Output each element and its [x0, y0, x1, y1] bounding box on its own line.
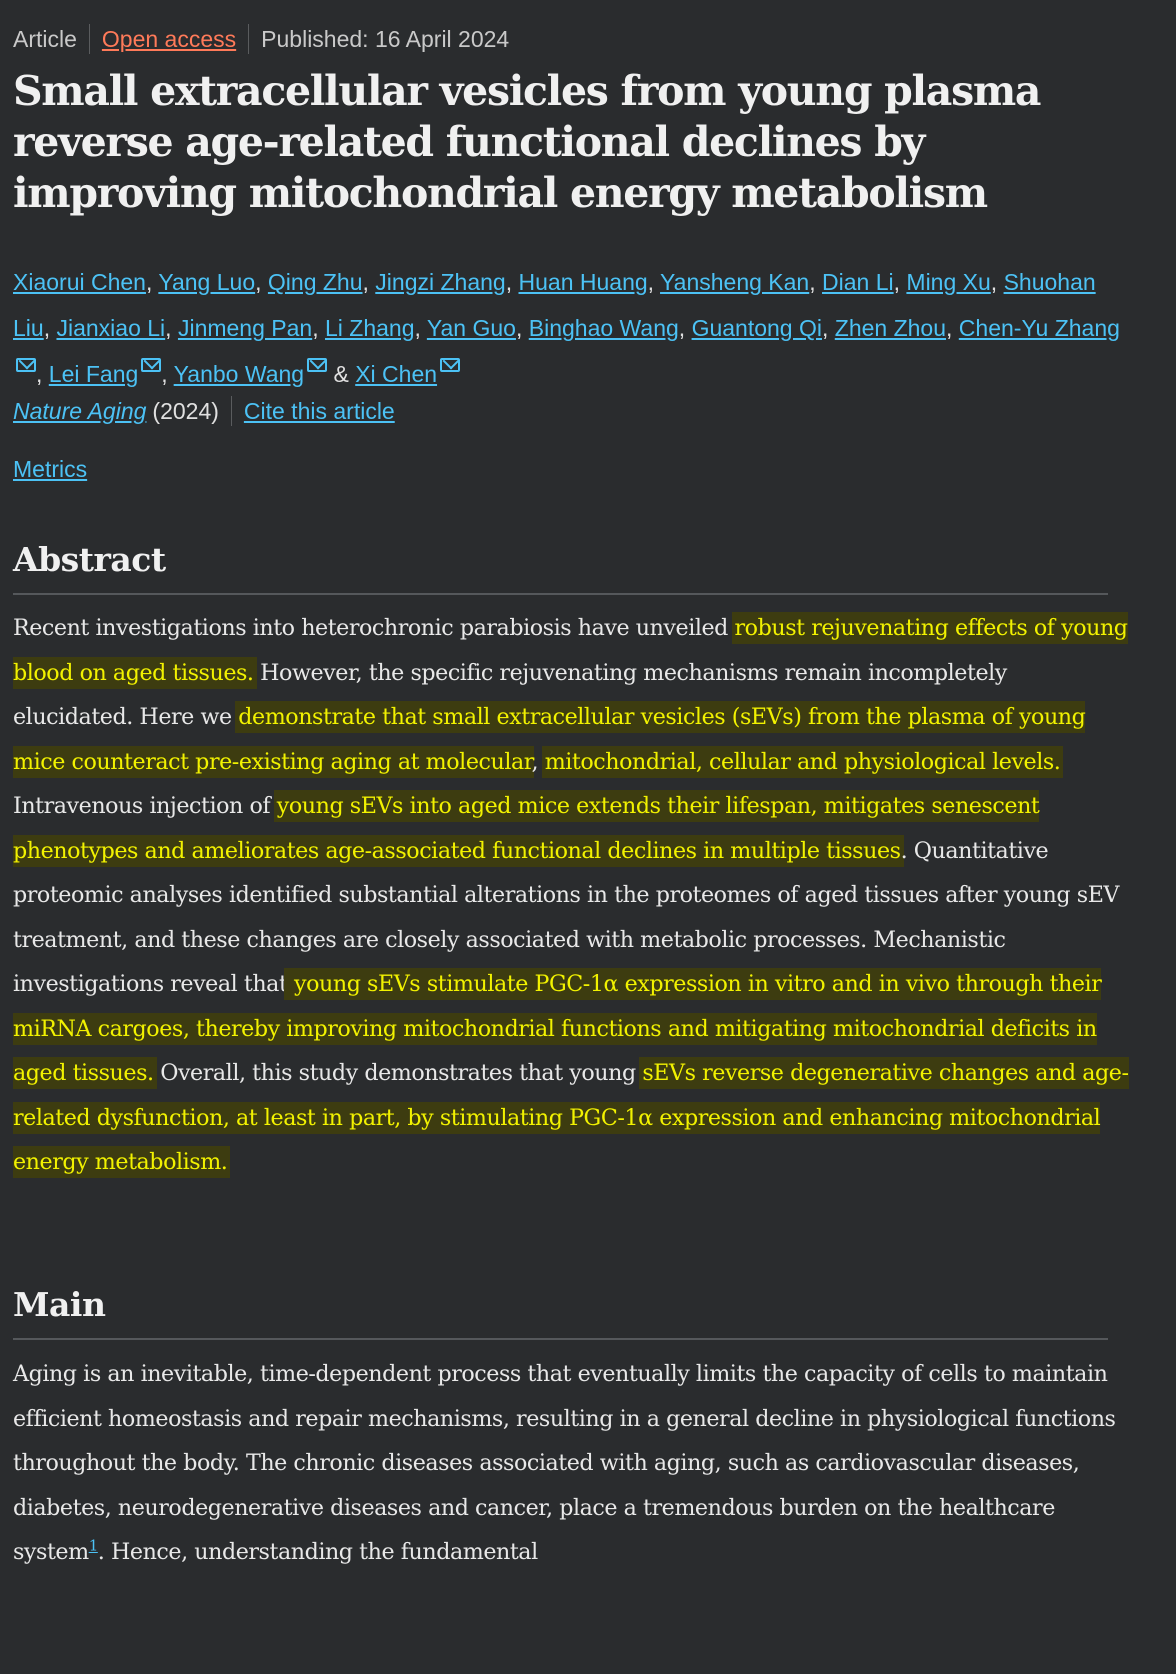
main-text	[13, 1352, 1133, 1575]
envelope-icon[interactable]	[16, 358, 36, 372]
author-link[interactable]: Xiaorui Chen	[13, 269, 146, 295]
divider	[248, 24, 249, 54]
envelope-icon[interactable]	[440, 358, 460, 372]
author-link[interactable]: Yanbo Wang	[173, 361, 305, 387]
envelope-icon[interactable]	[307, 358, 327, 372]
author-list: Xiaorui Chen, Yang Luo, Qing Zhu, Jingzi Zhang, Huan Huang, Yansheng Kan, Dian Li, Ming Xu, Shuohan Liu, Jianxiao Li, Jinmeng Pan, Li Zhang, Yan Guo, Binghao Wang, Guantong Qi, Zhen Zhou, Chen-Yu Zhang, Lei Fang , Yanbo Wang & Xi Chen	[13, 269, 1120, 387]
highlighted-text: young sEVs into aged mice extends their lifespan, mitigates senescent phenotypes and ameliorates age-associated functional declines in multiple tissues	[13, 793, 1040, 864]
envelope-icon[interactable]	[141, 358, 161, 372]
divider	[231, 396, 232, 426]
author-link[interactable]: Jinmeng Pan	[177, 315, 313, 341]
highlighted-text: mitochondrial, cellular and physiological levels.	[544, 748, 1061, 775]
author-link[interactable]: Dian Li	[822, 269, 894, 295]
cite-article-link[interactable]: Cite this article	[243, 397, 395, 424]
author-link[interactable]: Shuohan Liu	[13, 269, 1096, 341]
author-link[interactable]: Lei Fang	[48, 361, 139, 387]
author-link[interactable]: Guantong Qi	[691, 315, 822, 341]
author-link[interactable]: Ming Xu	[906, 269, 991, 295]
abstract-text-part: Recent investigations into heterochronic parabiosis have unveiled	[13, 615, 735, 641]
abstract-text-part: However, the specific rejuvenating mechanisms remain incompletely elucidated. Here we	[13, 659, 1007, 730]
highlighted-text: sEVs reverse degenerative changes and age-related dysfunction, at least in part, by stimulating PGC-1α expression and enhancing mitochondrial energy metabolism.	[13, 1060, 1129, 1175]
published-date: Published: 16 April 2024	[261, 25, 510, 52]
divider	[89, 24, 90, 54]
highlighted-text: demonstrate that small extracellular vesicles (sEVs) from the plasma of young mice counteract pre-existing aging at molecular	[13, 704, 1086, 775]
journal-year: (2024)	[152, 397, 219, 424]
author-link[interactable]: Zhen Zhou	[834, 315, 947, 341]
author-link[interactable]: Chen-Yu Zhang	[958, 315, 1120, 341]
abstract-text-part: . Quantitative proteomic analyses identified substantial alterations in the proteomes of aged tissues after young sEV treatment, and these changes are closely associated with metabolic processes. Mechanistic investigations reveal that	[13, 837, 1120, 997]
journal-link[interactable]: Nature Aging	[13, 397, 147, 424]
highlighted-text: young sEVs stimulate PGC-1α expression in vitro and in vivo through their miRNA cargoes, thereby improving mitochondrial functions and mitigating mitochondrial deficits in aged tissues.	[13, 971, 1102, 1086]
open-access-link[interactable]: Open access	[101, 25, 237, 52]
highlighted-text: robust rejuvenating effects of young blood on aged tissues.	[13, 615, 1128, 686]
author-link[interactable]: Yan Guo	[426, 315, 516, 341]
main-text-part: Aging is an inevitable, time-dependent process that eventually limits the capacity of cells to maintain efficient homeostasis and repair mechanisms, resulting in a general decline in physiological functions throughout the body. The chronic diseases associated with aging, such as cardiovascular diseases, diabetes, neurodegenerative diseases and cancer, place a tremendous burden on the healthcare system	[13, 1361, 1116, 1565]
abstract-text	[13, 606, 1133, 1185]
metrics-line	[13, 456, 87, 483]
article-title: Small extracellular vesicles from young plasma reverse age-related functional declines by improving mitochondrial energy metabolism	[13, 67, 1041, 217]
journal-line	[13, 396, 395, 426]
author-link[interactable]: Binghao Wang	[528, 315, 679, 341]
main-text-part: . Hence, understanding the fundamental	[97, 1539, 538, 1565]
abstract-text-part: Intravenous injection of	[13, 793, 277, 819]
author-link[interactable]: Xi Chen	[355, 361, 438, 387]
abstract-text-part: ,	[531, 748, 545, 775]
author-link[interactable]: Yang Luo	[158, 269, 256, 295]
metrics-link[interactable]: Metrics	[13, 456, 88, 482]
article-meta	[13, 24, 509, 54]
abstract-heading: Abstract	[13, 540, 1108, 595]
main-heading: Main	[13, 1285, 1108, 1340]
author-link[interactable]: Li Zhang	[324, 315, 415, 341]
reference-link[interactable]: 1	[88, 1536, 98, 1555]
reference-superscript	[89, 1537, 98, 1555]
author-link[interactable]: Huan Huang	[518, 269, 648, 295]
author-link[interactable]: Qing Zhu	[267, 269, 363, 295]
author-link[interactable]: Jingzi Zhang	[375, 269, 506, 295]
article-type: Article	[13, 25, 77, 52]
author-link[interactable]: Jianxiao Li	[56, 315, 166, 341]
author-link[interactable]: Yansheng Kan	[660, 269, 810, 295]
abstract-text-part: Overall, this study demonstrates that young	[153, 1060, 643, 1086]
